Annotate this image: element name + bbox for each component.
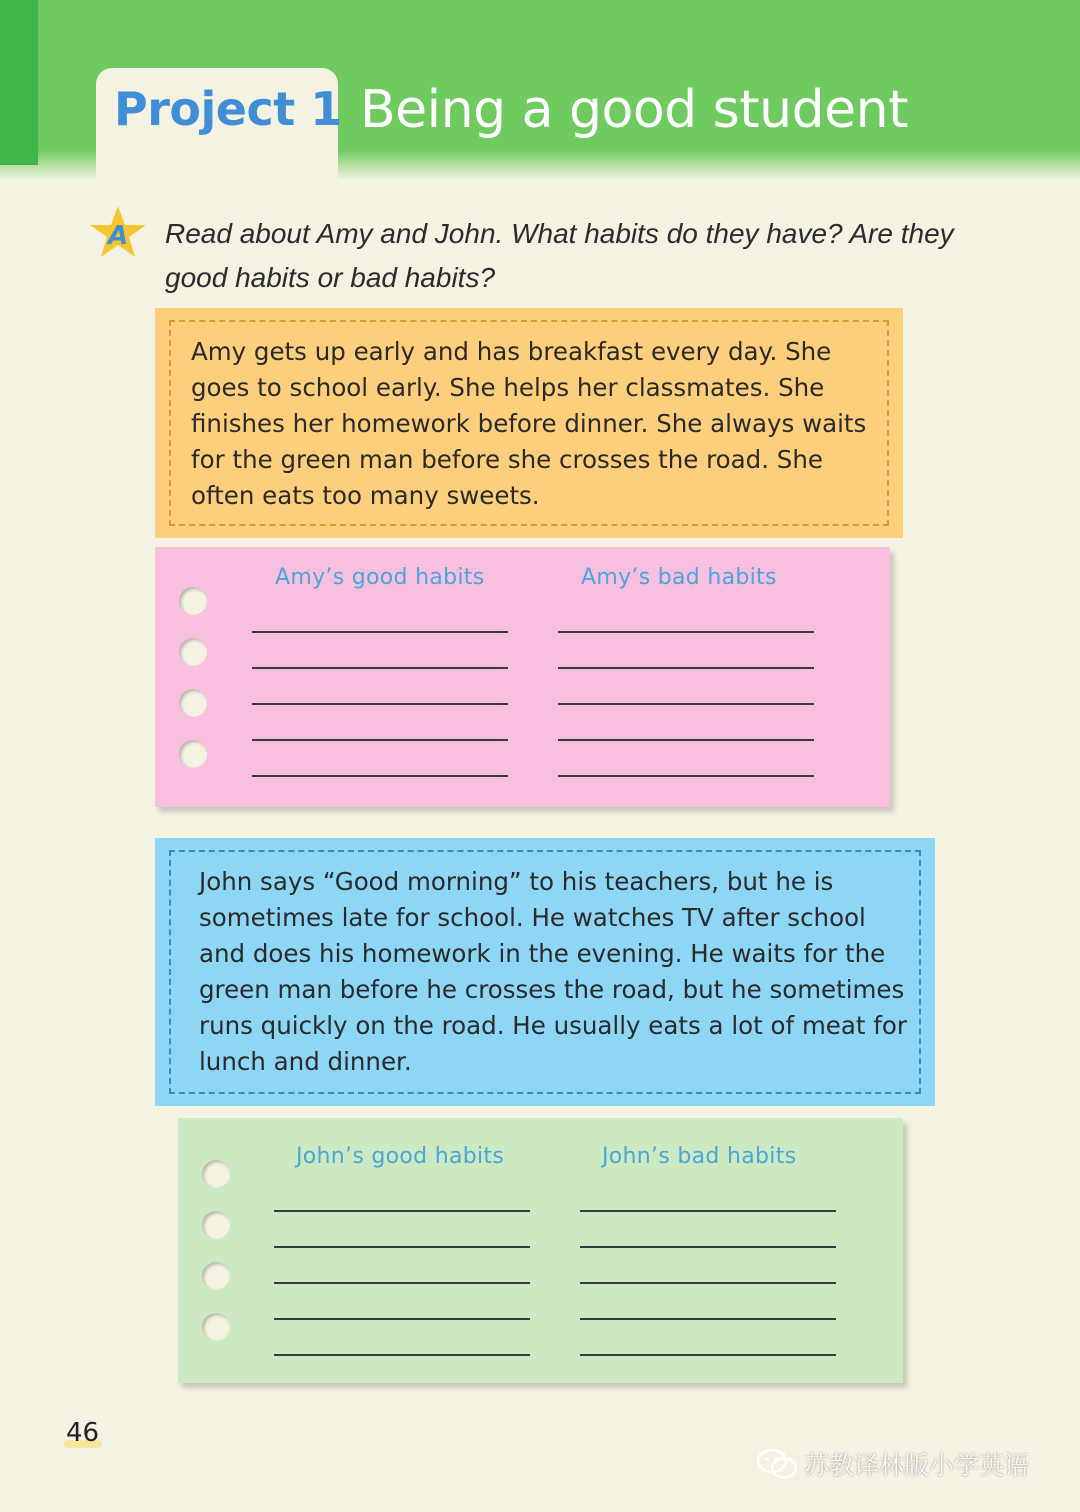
header-left-strip <box>0 0 38 165</box>
john-good-answer-line[interactable] <box>274 1354 530 1356</box>
project-label: Project 1 <box>114 82 342 136</box>
amy-good-answer-line[interactable] <box>252 631 508 633</box>
john-reading-text: John says “Good morning” to his teachers, but he is sometimes late for school. He watches TV after school and does his homework in the evening. He waits for the green man before he crosses the road, but he sometimes runs quickly on the road. He usually eats a lot of meat for lunch and dinner. <box>199 867 907 1076</box>
amy-bad-answer-line[interactable] <box>558 739 814 741</box>
watermark-text: 苏教译林版小学英语 <box>804 1451 1030 1480</box>
amy-good-answer-line[interactable] <box>252 775 508 777</box>
john-bad-answer-line[interactable] <box>580 1246 836 1248</box>
notepad-hole <box>179 740 207 768</box>
section-letter: A <box>107 221 129 251</box>
amy-good-answer-line[interactable] <box>252 739 508 741</box>
page-number: 46 <box>66 1418 100 1448</box>
amy-good-answer-line[interactable] <box>252 667 508 669</box>
instruction-text: Read about Amy and John. What habits do they have? Are they good habits or bad habits? <box>165 218 954 293</box>
amy-good-answer-line[interactable] <box>252 703 508 705</box>
amy-bad-answer-line[interactable] <box>558 667 814 669</box>
john-bad-answer-line[interactable] <box>580 1354 836 1356</box>
john-good-habits-heading: John’s good habits <box>296 1144 505 1169</box>
notepad-hole <box>179 587 207 615</box>
amy-habits-notepad <box>155 547 890 807</box>
notepad-hole <box>202 1313 230 1341</box>
notepad-hole <box>202 1211 230 1239</box>
notepad-hole <box>202 1160 230 1188</box>
amy-reading-box <box>155 308 903 538</box>
amy-bad-answer-line[interactable] <box>558 775 814 777</box>
amy-bad-answer-line[interactable] <box>558 631 814 633</box>
amy-bad-habits-heading: Amy’s bad habits <box>581 565 777 590</box>
wechat-icon <box>756 1447 798 1481</box>
john-good-answer-line[interactable] <box>274 1246 530 1248</box>
john-habits-notepad <box>178 1118 903 1383</box>
john-bad-habits-heading: John’s bad habits <box>602 1144 797 1169</box>
notepad-hole <box>179 638 207 666</box>
page-title: Being a good student <box>360 80 908 140</box>
john-good-answer-line[interactable] <box>274 1282 530 1284</box>
john-bad-answer-line[interactable] <box>580 1210 836 1212</box>
notepad-hole <box>179 689 207 717</box>
john-reading-box <box>155 838 935 1106</box>
amy-good-habits-heading: Amy’s good habits <box>275 565 485 590</box>
amy-reading-text: Amy gets up early and has breakfast every day. She goes to school early. She helps her classmates. She finishes her homework before dinner. She always waits for the green man before she crosses the road. She often eats too many sweets. <box>191 337 867 510</box>
star-icon <box>88 204 148 260</box>
notepad-hole <box>202 1262 230 1290</box>
john-good-answer-line[interactable] <box>274 1318 530 1320</box>
john-bad-answer-line[interactable] <box>580 1282 836 1284</box>
watermark <box>756 1444 1029 1484</box>
john-good-answer-line[interactable] <box>274 1210 530 1212</box>
amy-bad-answer-line[interactable] <box>558 703 814 705</box>
john-bad-answer-line[interactable] <box>580 1318 836 1320</box>
